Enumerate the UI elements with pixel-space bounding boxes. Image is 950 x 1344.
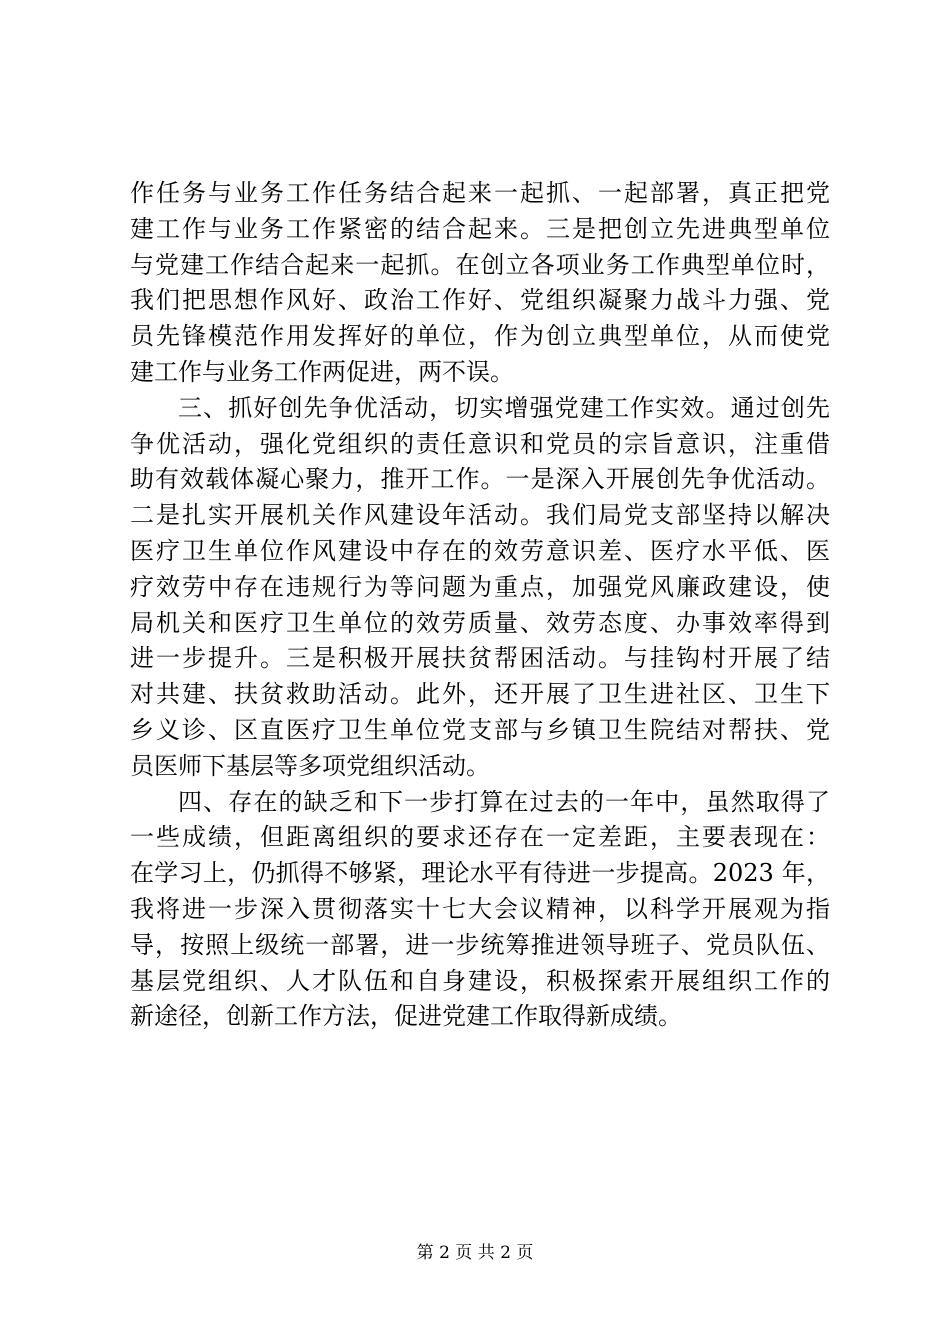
text-line: 与党建工作结合起来一起抓。在创立各项业务工作典型单位时，: [130, 250, 830, 279]
paragraph-1: [130, 176, 830, 391]
text-line: 导，按照上级统一部署，进一步统筹推进领导班子、党员队伍、: [130, 930, 830, 959]
text-line: 我们把思想作风好、政治工作好、党组织凝聚力战斗力强、党: [130, 286, 830, 315]
text-line: 疗效劳中存在违规行为等问题为重点，加强党风廉政建设，使: [130, 572, 830, 601]
text-line: 新途径，创新工作方法，促进党建工作取得新成绩。: [130, 1002, 682, 1031]
text-line: 建工作与业务工作紧密的结合起来。三是把创立先进典型单位: [130, 214, 830, 243]
page-number-footer: 第 2 页 共 2 页: [416, 1243, 534, 1263]
text-line: 员先锋模范作用发挥好的单位，作为创立典型单位，从而使党: [130, 322, 830, 351]
document-body: [130, 176, 830, 1035]
text-line: 作任务与业务工作任务结合起来一起抓、一起部署，真正把党: [130, 179, 830, 207]
text-line: 在学习上，仍抓得不够紧，理论水平有待进一步提高。2023 年，: [130, 859, 830, 888]
text-line: 三、抓好创先争优活动，切实增强党建工作实效。通过创先: [178, 393, 830, 422]
text-line: 进一步提升。三是积极开展扶贫帮困活动。与挂钩村开展了结: [130, 644, 830, 673]
text-line: 争优活动，强化党组织的责任意识和党员的宗旨意识，注重借: [130, 429, 830, 458]
text-line: 二是扎实开展机关作风建设年活动。我们局党支部坚持以解决: [130, 501, 830, 530]
paragraph-2: [130, 391, 830, 785]
text-line: 基层党组织、人才队伍和自身建设，积极探索开展组织工作的: [130, 966, 830, 995]
text-line: 对共建、扶贫救助活动。此外，还开展了卫生进社区、卫生下: [130, 680, 830, 709]
text-line: 建工作与业务工作两促进，两不误。: [130, 357, 514, 386]
text-line: 我将进一步深入贯彻落实十七大会议精神，以科学开展观为指: [130, 894, 830, 923]
text-line: 员医师下基层等多项党组织活动。: [130, 751, 490, 780]
text-line: 乡义诊、区直医疗卫生单位党支部与乡镇卫生院结对帮扶、党: [130, 715, 830, 744]
text-line: 局机关和医疗卫生单位的效劳质量、效劳态度、办事效率得到: [130, 608, 830, 637]
text-line: 四、存在的缺乏和下一步打算在过去的一年中，虽然取得了: [178, 787, 830, 816]
text-line: 医疗卫生单位作风建设中存在的效劳意识差、医疗水平低、医: [130, 536, 830, 565]
text-line: 一些成绩，但距离组织的要求还存在一定差距，主要表现在：: [130, 823, 830, 852]
paragraph-3: [130, 785, 830, 1036]
text-line: 助有效载体凝心聚力，推开工作。一是深入开展创先争优活动。: [130, 465, 830, 494]
